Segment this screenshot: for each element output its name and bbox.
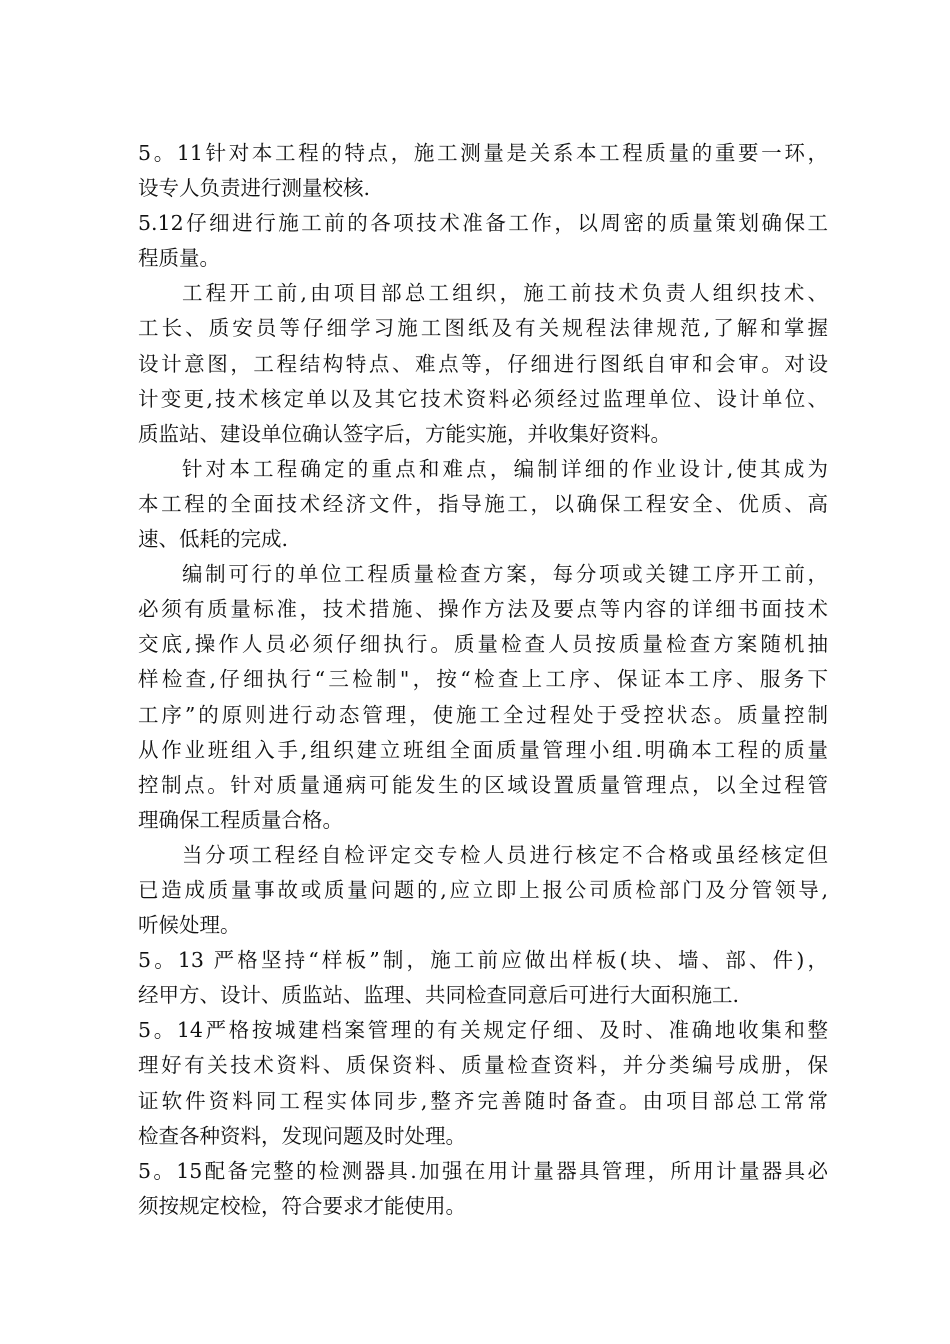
text-line: 针对本工程确定的重点和难点，编制详细的作业设计,使其成为 xyxy=(182,456,828,481)
para-5-13 xyxy=(138,943,828,1013)
text-line: 理确保工程质量合格。 xyxy=(138,807,343,832)
text-line: 质监站、建设单位确认签字后，方能实施，并收集好资料。 xyxy=(138,421,671,446)
text-line: 样检查,仔细执行“三检制"，按“检查上工序、保证本工序、服务下 xyxy=(138,667,828,692)
text-line: 从作业班组入手,组织建立班组全面质量管理小组.明确本工程的质量 xyxy=(138,737,828,762)
text-line: 设计意图，工程结构特点、难点等，仔细进行图纸自审和会审。对设 xyxy=(138,351,828,376)
text-line: 5.12仔细进行施工前的各项技术准备工作，以周密的质量策划确保工 xyxy=(138,211,828,236)
para-5-15 xyxy=(138,1154,828,1224)
para-drawing-review xyxy=(138,276,828,451)
text-line: 5。14严格按城建档案管理的有关规定仔细、及时、准确地收集和整 xyxy=(138,1018,828,1043)
para-5-14 xyxy=(138,1013,828,1153)
para-inspection-plan xyxy=(138,557,828,838)
para-nonconformance xyxy=(138,838,828,943)
text-line: 5。15配备完整的检测器具.加强在用计量器具管理，所用计量器具必 xyxy=(138,1158,828,1183)
text-line: 检查各种资料，发现问题及时处理。 xyxy=(138,1123,466,1148)
text-line: 理好有关技术资料、质保资料、质量检查资料，并分类编号成册，保 xyxy=(138,1053,828,1078)
text-line: 交底,操作人员必须仔细执行。质量检查人员按质量检查方案随机抽 xyxy=(138,632,828,657)
para-5-11 xyxy=(138,136,828,206)
document-body xyxy=(138,136,828,1224)
text-line: 须按规定校检，符合要求才能使用。 xyxy=(138,1193,466,1218)
text-line: 程质量。 xyxy=(138,246,220,271)
text-line: 编制可行的单位工程质量检查方案，每分项或关键工序开工前， xyxy=(182,562,828,587)
text-line: 听候处理。 xyxy=(138,913,241,938)
text-line: 5。13 严格坚持“样板”制，施工前应做出样板(块、墙、部、件)， xyxy=(138,948,828,973)
text-line: 工序”的原则进行动态管理，使施工全过程处于受控状态。质量控制 xyxy=(138,702,828,727)
text-line: 本工程的全面技术经济文件，指导施工，以确保工程安全、优质、高 xyxy=(138,491,828,516)
text-line: 速、低耗的完成. xyxy=(138,527,289,552)
text-line: 工长、质安员等仔细学习施工图纸及有关规程法律规范,了解和掌握 xyxy=(138,316,828,341)
text-line: 必须有质量标准，技术措施、操作方法及要点等内容的详细书面技术 xyxy=(138,597,828,622)
text-line: 经甲方、设计、质监站、监理、共同检查同意后可进行大面积施工. xyxy=(138,983,740,1008)
text-line: 当分项工程经自检评定交专检人员进行核定不合格或虽经核定但 xyxy=(182,842,828,867)
para-key-points xyxy=(138,452,828,557)
text-line: 已造成质量事故或质量问题的,应立即上报公司质检部门及分管领导, xyxy=(138,877,828,902)
text-line: 证软件资料同工程实体同步,整齐完善随时备查。由项目部总工常常 xyxy=(138,1088,828,1113)
text-line: 设专人负责进行测量校核. xyxy=(138,176,371,201)
text-line: 计变更,技术核定单以及其它技术资料必须经过监理单位、设计单位、 xyxy=(138,386,828,411)
para-5-12 xyxy=(138,206,828,276)
text-line: 工程开工前,由项目部总工组织，施工前技术负责人组织技术、 xyxy=(182,281,828,306)
text-line: 5。11针对本工程的特点，施工测量是关系本工程质量的重要一环， xyxy=(138,141,828,165)
text-line: 控制点。针对质量通病可能发生的区域设置质量管理点，以全过程管 xyxy=(138,772,828,797)
